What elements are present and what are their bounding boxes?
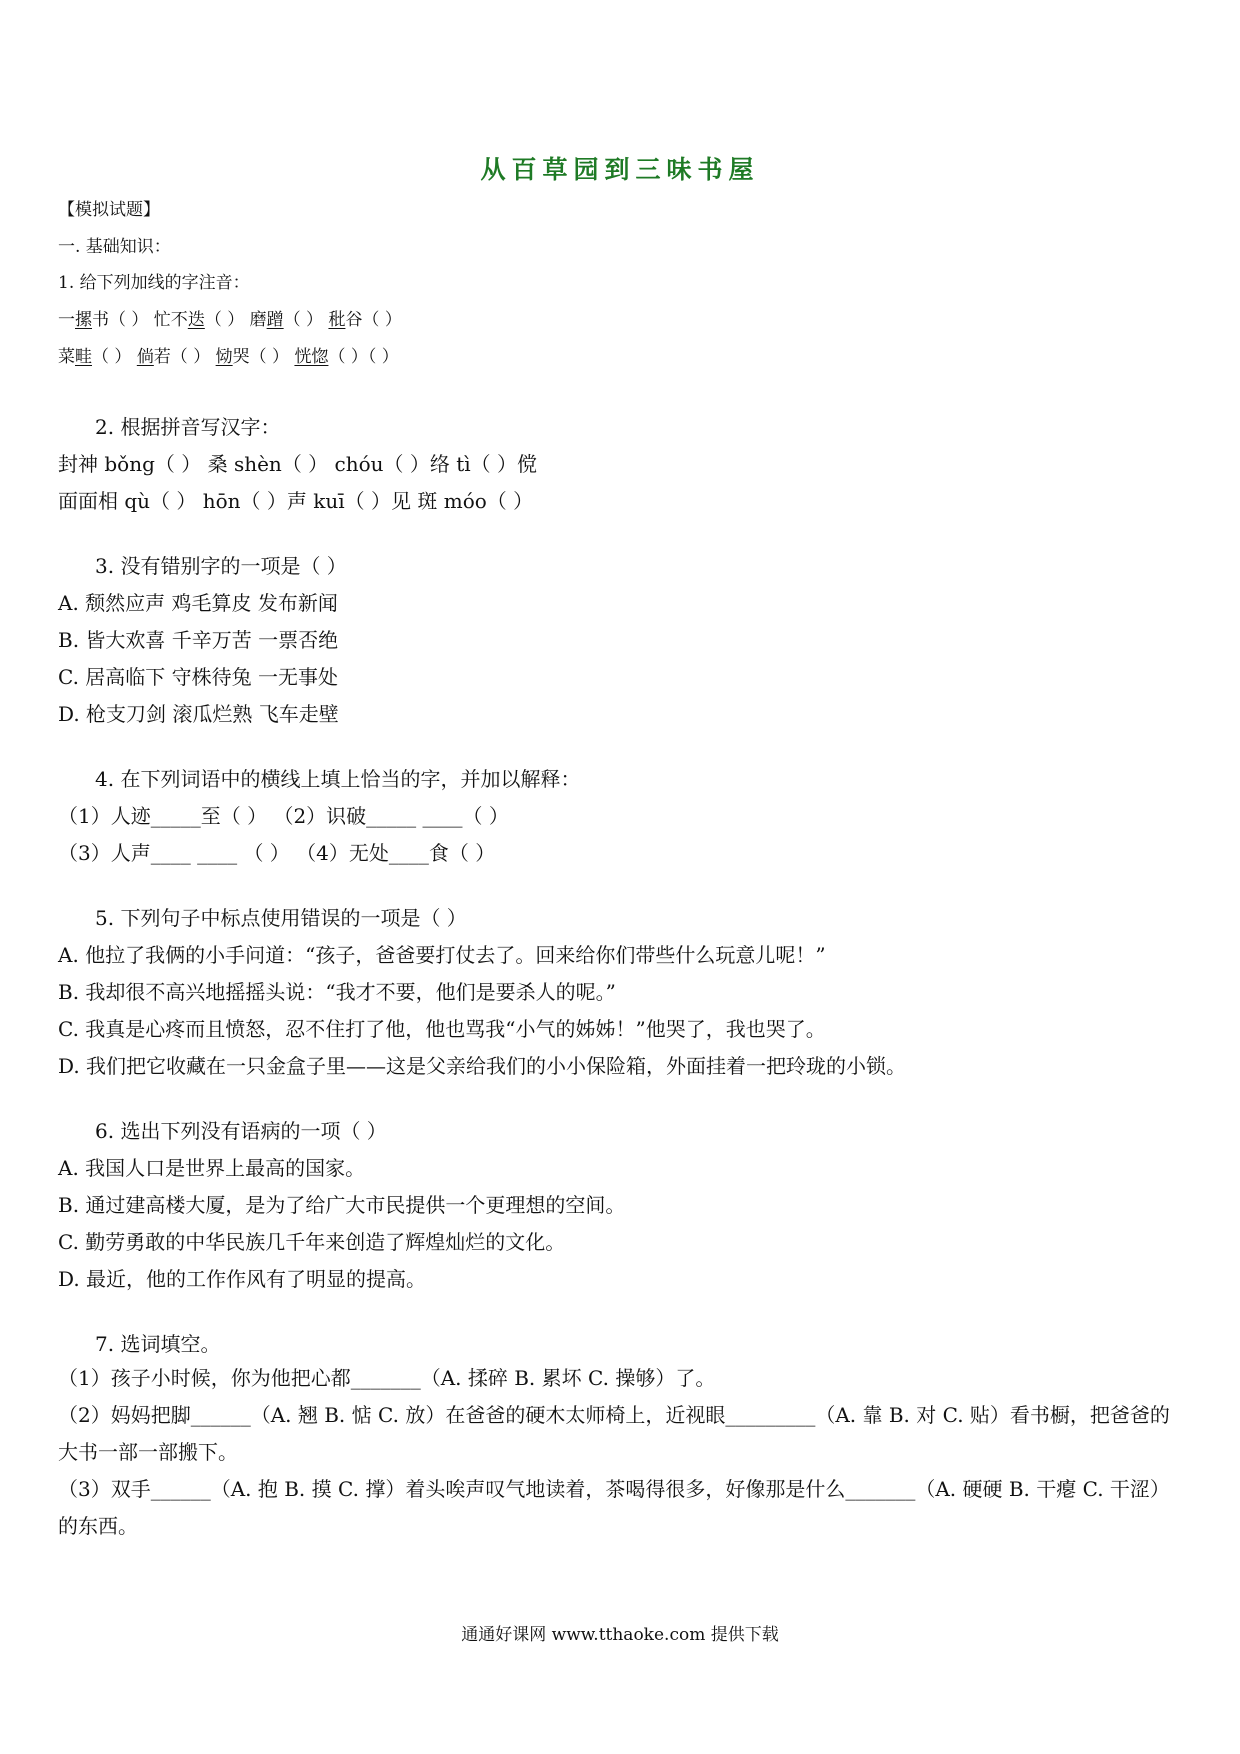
q6-option-a: A. 我国人口是世界上最高的国家。	[58, 1156, 366, 1180]
section-tag: 【模拟试题】	[58, 200, 160, 220]
q5-option-b: B. 我却很不高兴地摇摇头说：“我才不要，他们是要杀人的呢。”	[58, 980, 616, 1004]
q7-item-3: （3）双手______（A. 抱 B. 摸 C. 撑）着头唉声叹气地读着，茶喝得很多，好像那是什么_______（A. 硬硬 B. 干瘪 C. 干涩）的东西。	[58, 1477, 1170, 1538]
q3-stem: 3. 没有错别字的一项是（ ）	[95, 554, 347, 578]
text-fragment: 若（ ）	[153, 347, 216, 367]
page-title: 从百草园到三味书屋	[480, 155, 760, 184]
q1-row1	[58, 305, 402, 330]
q7-item-1: （1）孩子小时候，你为他把心都_______（A. 揉碎 B. 累坏 C. 操够）了。	[58, 1366, 716, 1390]
underlined-char: 秕	[328, 310, 346, 330]
underlined-char: 畦	[75, 347, 92, 367]
q2-line2: 面面相 qù（ ） hōn（ ）声 kuī（ ）见 斑 móo（ ）	[58, 489, 534, 513]
q6-stem: 6. 选出下列没有语病的一项（ ）	[95, 1119, 387, 1143]
text-fragment: 谷（ ）	[345, 310, 402, 330]
part1-heading: 一. 基础知识：	[58, 237, 171, 257]
q4-stem: 4. 在下列词语中的横线上填上恰当的字，并加以解释：	[95, 767, 581, 791]
q3-option-b: B. 皆大欢喜 千辛万苦 一票否绝	[58, 628, 339, 652]
q4-line1: （1）人迹_____至（ ） （2）识破_____ ____（ ）	[58, 804, 509, 828]
underlined-char: 倘	[136, 347, 154, 367]
q1-stem: 1. 给下列加线的字注音：	[58, 273, 250, 293]
q1-row2	[58, 342, 399, 367]
text-fragment: 哭（ ）	[232, 347, 295, 367]
underlined-char: 恸	[215, 347, 233, 367]
underlined-char: 摞	[75, 310, 92, 330]
q6-option-b: B. 通过建高楼大厦，是为了给广大市民提供一个更理想的空间。	[58, 1193, 626, 1217]
q5-option-d: D. 我们把它收藏在一只金盒子里——这是父亲给我们的小小保险箱，外面挂着一把玲珑的小锁。	[58, 1054, 907, 1078]
q2-stem: 2. 根据拼音写汉字：	[95, 415, 281, 439]
q6-option-c: C. 勤劳勇敢的中华民族几千年来创造了辉煌灿烂的文化。	[58, 1230, 566, 1254]
q5-option-c: C. 我真是心疼而且愤怒，忍不住打了他，他也骂我“小气的姊姊！”他哭了，我也哭了。	[58, 1017, 826, 1041]
text-fragment: 一	[58, 310, 75, 330]
text-fragment: （ ）（ ）	[328, 347, 399, 367]
q7-item-2: （2）妈妈把脚______（A. 翘 B. 惦 C. 放）在爸爸的硬木太师椅上，近视眼_________（A. 靠 B. 对 C. 贴）看书橱，把爸爸的大书一部一部搬下。	[58, 1403, 1170, 1464]
underlined-char: 恍惚	[294, 347, 329, 367]
q3-option-c: C. 居高临下 守株待兔 一无事处	[58, 665, 339, 689]
q5-option-a: A. 他拉了我俩的小手问道：“孩子，爸爸要打仗去了。回来给你们带些什么玩意儿呢！”	[58, 943, 826, 967]
q7-stem: 7. 选词填空。	[95, 1332, 221, 1356]
underlined-char: 蹭	[266, 310, 284, 330]
text-fragment: 书（ ） 忙不	[92, 310, 188, 330]
underlined-char: 迭	[187, 310, 205, 330]
text-fragment: （ ）	[283, 310, 329, 330]
text-fragment: （ ） 磨	[204, 310, 267, 330]
text-fragment: （ ）	[92, 347, 137, 367]
q5-stem: 5. 下列句子中标点使用错误的一项是（ ）	[95, 906, 467, 930]
footer-credit: 通通好课网 www.tthaoke.com 提供下载	[461, 1625, 779, 1645]
q3-option-a: A. 颓然应声 鸡毛算皮 发布新闻	[58, 591, 338, 615]
q4-line2: （3）人声____ ____ （ ） （4）无处____食（ ）	[58, 841, 496, 865]
q3-option-d: D. 枪支刀剑 滚瓜烂熟 飞车走壁	[58, 702, 339, 726]
text-fragment: 菜	[58, 347, 75, 367]
q2-line1: 封神 bǒng（ ） 桑 shèn（ ） chóu（ ）络 tì（ ）傥	[58, 452, 538, 476]
q6-option-d: D. 最近，他的工作作风有了明显的提高。	[58, 1267, 427, 1291]
